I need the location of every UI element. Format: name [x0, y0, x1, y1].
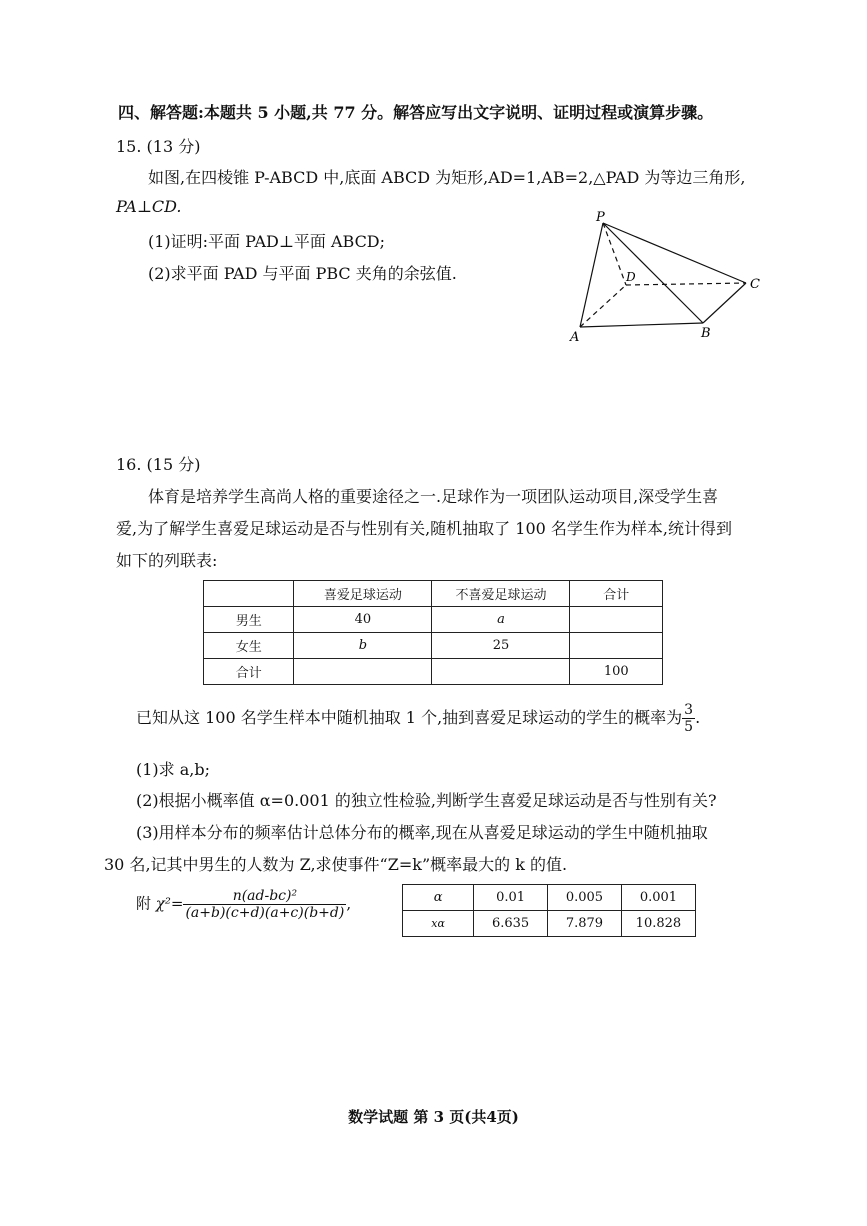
table-cell: 40: [294, 607, 432, 633]
label-B: B: [701, 326, 711, 341]
edge-AD: [580, 285, 626, 327]
table-row: [204, 607, 663, 633]
table-row: [204, 633, 663, 659]
edge-BC: [703, 283, 746, 323]
edge-PA: [580, 223, 603, 327]
edge-PC: [603, 223, 746, 283]
q16-stem-line2: 爱,为了解学生喜爱足球运动是否与性别有关,随机抽取了 100 名学生作为样本,统计得到: [116, 519, 732, 538]
table-cell: 25: [432, 633, 570, 659]
table-cell: 100: [570, 659, 663, 685]
q15-stem-line2: PA⊥CD.: [116, 197, 182, 216]
table-cell: [570, 607, 663, 633]
appendix-label: 附: [136, 894, 152, 913]
label-C: C: [750, 277, 760, 292]
table-cell: 合计: [204, 659, 294, 685]
table-row: [403, 911, 696, 937]
table-cell: 0.001: [621, 885, 695, 911]
edge-AB: [580, 323, 703, 327]
q16-part1: (1)求 a,b;: [136, 760, 211, 779]
frac-num: 3: [684, 702, 694, 718]
table-row: [204, 659, 663, 685]
fraction-three-fifths: [682, 702, 695, 735]
chi-comma: ,: [346, 894, 352, 913]
page-footer: 数学试题 第 3 页(共4页): [348, 1108, 519, 1126]
q16-number: 16. (15 分): [116, 455, 201, 474]
table-cell: 0.005: [548, 885, 622, 911]
critical-value-table: [402, 884, 696, 937]
q15-number: 15. (13 分): [116, 137, 201, 156]
table-row: [204, 581, 663, 607]
q15-stem-line1: 如图,在四棱锥 P-ABCD 中,底面 ABCD 为矩形,AD=1,AB=2,△PAD 为等边三角形,: [148, 168, 746, 187]
table-cell: α: [403, 885, 474, 911]
pyramid-figure: [560, 205, 780, 350]
contingency-table: [203, 580, 663, 685]
q16-known-text: 已知从这 100 名学生样本中随机抽取 1 个,抽到喜爱足球运动的学生的概率为: [136, 708, 683, 727]
edge-PD: [603, 223, 626, 285]
chi-lhs: χ²=: [155, 894, 184, 913]
section-header: 四、解答题:本题共 5 小题,共 77 分。解答应写出文字说明、证明过程或演算步骤。: [118, 103, 714, 122]
q16-part3-line1: (3)用样本分布的频率估计总体分布的概率,现在从喜爱足球运动的学生中随机抽取: [136, 823, 708, 842]
table-row: [403, 885, 696, 911]
table-cell: a: [432, 607, 570, 633]
q16-part3-line2: 30 名,记其中男生的人数为 Z,求使事件“Z=k”概率最大的 k 的值.: [104, 855, 568, 874]
chi-den: (a+b)(c+d)(a+c)(b+d): [185, 905, 345, 921]
table-cell: [570, 633, 663, 659]
label-P: P: [596, 210, 605, 225]
table-cell: [294, 659, 432, 685]
table-cell: 10.828: [621, 911, 695, 937]
table-cell: 女生: [204, 633, 294, 659]
table-cell: 男生: [204, 607, 294, 633]
label-A: A: [570, 330, 580, 345]
table-cell: 7.879: [548, 911, 622, 937]
table-cell: xα: [403, 911, 474, 937]
label-D: D: [626, 270, 636, 284]
table-cell: 6.635: [474, 911, 548, 937]
header-cell: 合计: [570, 581, 663, 607]
q16-known: [136, 702, 700, 735]
q15-part1: (1)证明:平面 PAD⊥平面 ABCD;: [148, 232, 386, 251]
edge-DC: [626, 283, 746, 285]
edge-PB: [603, 223, 703, 323]
frac-den: 5: [684, 719, 694, 735]
appendix-formula: [136, 888, 351, 921]
q16-part2: (2)根据小概率值 α=0.001 的独立性检验,判断学生喜爱足球运动是否与性别有关?: [136, 791, 717, 810]
table-cell: b: [294, 633, 432, 659]
q16-stem-line3: 如下的列联表:: [116, 551, 218, 570]
table-cell: [432, 659, 570, 685]
chi-square-fraction: [183, 888, 346, 921]
q16-stem-line1: 体育是培养学生高尚人格的重要途径之一.足球作为一项团队运动项目,深受学生喜: [148, 487, 719, 506]
table-cell: 0.01: [474, 885, 548, 911]
q16-known-end: .: [695, 708, 701, 727]
header-cell: 喜爱足球运动: [294, 581, 432, 607]
q15-part2: (2)求平面 PAD 与平面 PBC 夹角的余弦值.: [148, 264, 457, 283]
header-cell: 不喜爱足球运动: [432, 581, 570, 607]
header-cell: [204, 581, 294, 607]
chi-num: n(ad-bc)²: [183, 888, 346, 905]
